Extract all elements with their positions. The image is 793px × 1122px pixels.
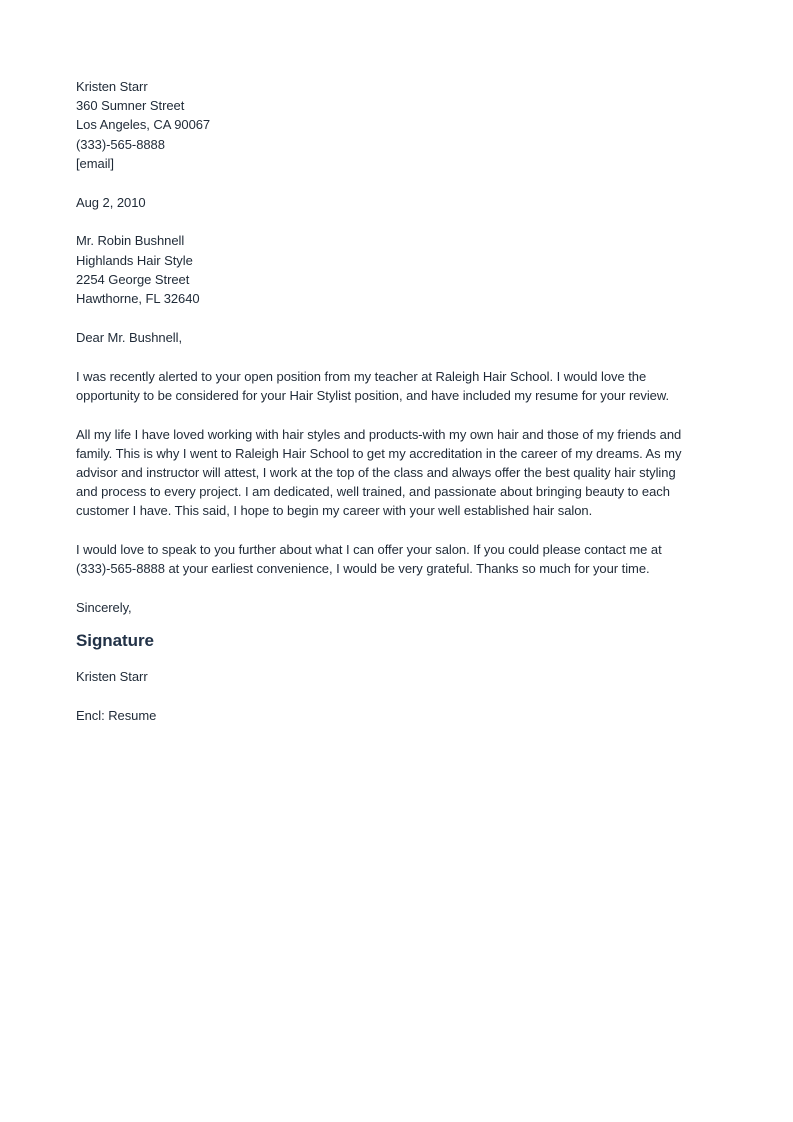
letter-body: [76, 77, 716, 725]
sender-street: 360 Sumner Street: [76, 98, 185, 114]
paragraph-line: (333)-565-8888 at your earliest convenience, I would be very grateful. Thanks so much for your time.: [76, 561, 650, 577]
enclosure-block: [76, 706, 716, 725]
recipient-address: [76, 231, 716, 308]
recipient-city: Hawthorne, FL 32640: [76, 291, 200, 307]
signer-block: [76, 667, 716, 686]
paragraph-line: family. This is why I went to Raleigh Hair School to get my accreditation in the career of my dreams. As my: [76, 445, 682, 461]
recipient-street: 2254 George Street: [76, 271, 190, 287]
sender-name: Kristen Starr: [76, 79, 148, 94]
salutation: Dear Mr. Bushnell,: [76, 329, 183, 345]
body-paragraph-3: [76, 540, 716, 578]
closing: Sincerely,: [76, 600, 132, 616]
paragraph-line: All my life I have loved working with hair styles and products-with my own hair and those of my friends and: [76, 426, 682, 442]
salutation-block: [76, 328, 716, 347]
paragraph-line: opportunity to be considered for your Hair Stylist position, and have included my resume for your review.: [76, 387, 670, 403]
recipient-company: Highlands Hair Style: [76, 252, 193, 268]
paragraph-line: advisor and instructor will attest, I work at the top of the class and always offer the best quality hair styling: [76, 465, 676, 481]
sender-address: [76, 77, 716, 173]
letter-date: Aug 2, 2010: [76, 194, 146, 210]
sender-email: [email]: [76, 155, 114, 171]
body-paragraph-1: [76, 367, 716, 405]
sender-phone: (333)-565-8888: [76, 136, 165, 152]
paragraph-line: I would love to speak to you further about what I can offer your salon. If you could please contact me at: [76, 542, 662, 558]
letter-date-block: [76, 193, 716, 212]
body-paragraph-2: [76, 425, 716, 521]
paragraph-line: customer I have. This said, I hope to begin my career with your well established hair salon.: [76, 503, 593, 519]
paragraph-line: I was recently alerted to your open position from my teacher at Raleigh Hair School. I would love the: [76, 368, 647, 384]
sender-city: Los Angeles, CA 90067: [76, 117, 211, 133]
closing-block: [76, 598, 716, 617]
signature-heading: Signature: [76, 631, 154, 651]
signer-name: Kristen Starr: [76, 669, 148, 685]
recipient-name: Mr. Robin Bushnell: [76, 233, 185, 249]
paragraph-line: and process to every project. I am dedicated, well trained, and passionate about bringing beauty to each: [76, 484, 670, 500]
enclosure: Encl: Resume: [76, 708, 157, 724]
